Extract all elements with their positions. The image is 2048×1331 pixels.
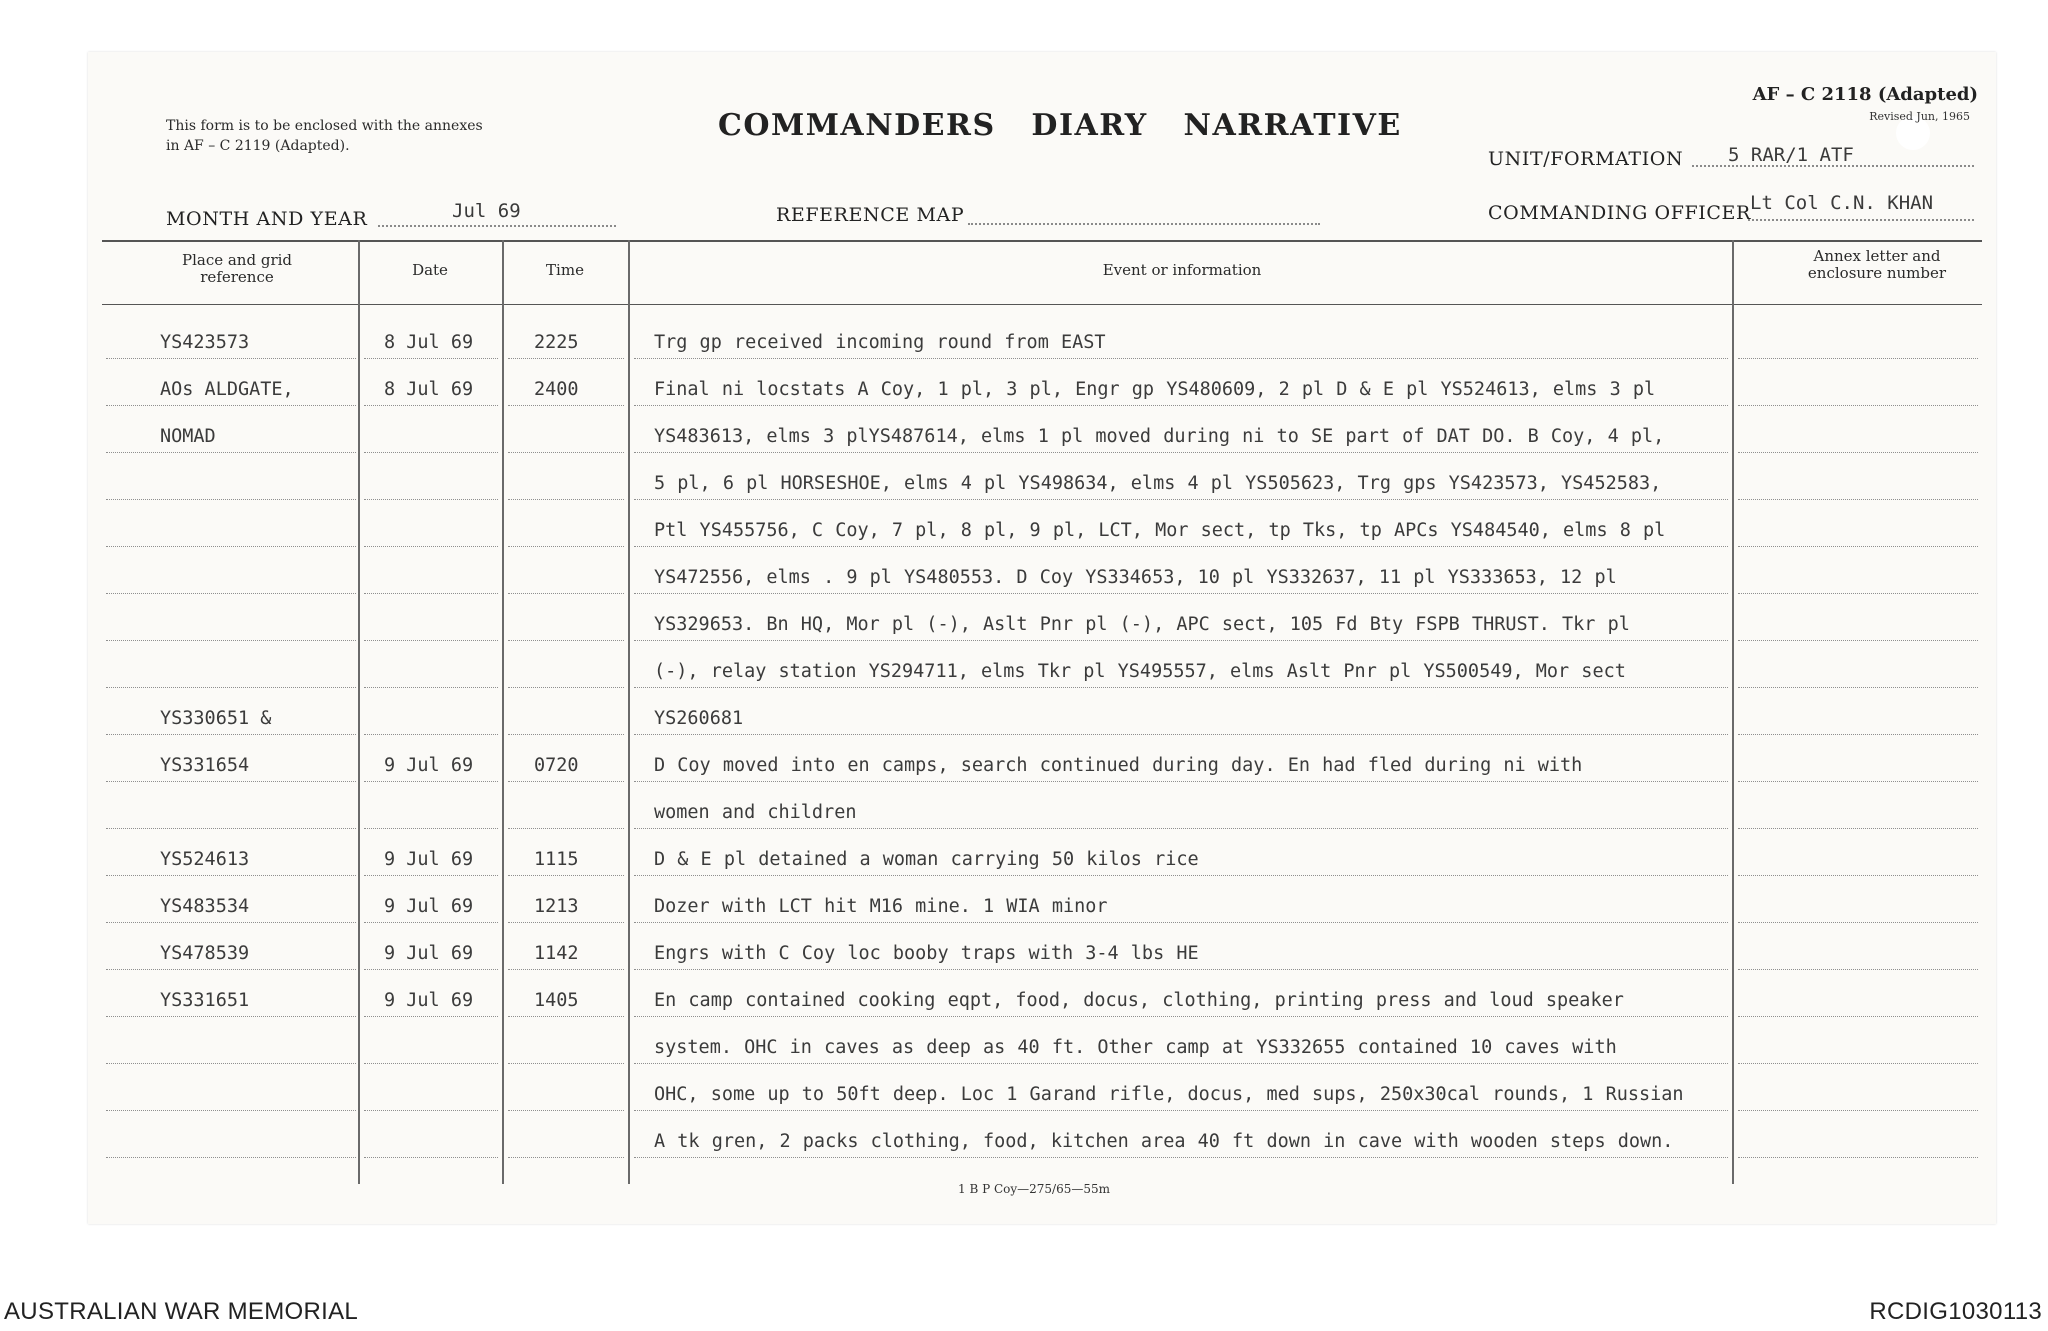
row-rule bbox=[364, 1016, 498, 1017]
row-event: D & E pl detained a woman carrying 50 kilos rice bbox=[654, 849, 1199, 870]
header-annex: Annex letter and enclosure number bbox=[1807, 247, 1947, 282]
archive-record-id: RCDIG1030113 bbox=[1869, 1298, 2042, 1325]
row-rule bbox=[106, 546, 356, 547]
row-rule bbox=[508, 593, 624, 594]
diary-table bbox=[102, 240, 1982, 1188]
row-rule bbox=[634, 828, 1728, 829]
row-rule bbox=[634, 875, 1728, 876]
row-rule bbox=[508, 405, 624, 406]
col-divider-1 bbox=[358, 240, 360, 1184]
unit-formation-label: UNIT/FORMATION bbox=[1488, 148, 1684, 170]
row-place: YS331651 bbox=[160, 990, 250, 1011]
row-rule bbox=[106, 828, 356, 829]
row-rule bbox=[1738, 734, 1978, 735]
row-rule bbox=[1738, 922, 1978, 923]
row-rule bbox=[508, 969, 624, 970]
row-rule bbox=[508, 1063, 624, 1064]
header-place: Place and grid reference bbox=[181, 251, 293, 286]
print-code: 1 B P Coy—275/65—55m bbox=[958, 1182, 1111, 1196]
row-time: 2225 bbox=[534, 332, 579, 353]
row-rule bbox=[634, 405, 1728, 406]
form-enclosure-note: This form is to be enclosed with the annexes in AF – C 2119 (Adapted). bbox=[166, 118, 483, 154]
row-event: YS260681 bbox=[654, 708, 744, 729]
row-rule bbox=[1738, 828, 1978, 829]
row-event: Engrs with C Coy loc booby traps with 3-4 lbs HE bbox=[654, 943, 1199, 964]
row-rule bbox=[634, 593, 1728, 594]
row-rule bbox=[106, 1110, 356, 1111]
row-rule bbox=[508, 640, 624, 641]
row-rule bbox=[106, 593, 356, 594]
reference-map-label: REFERENCE MAP bbox=[776, 204, 965, 226]
row-rule bbox=[634, 1157, 1728, 1158]
row-place: YS331654 bbox=[160, 755, 250, 776]
row-event: Final ni locstats A Coy, 1 pl, 3 pl, Engr gp YS480609, 2 pl D & E pl YS524613, elms 3 pl bbox=[654, 379, 1656, 400]
row-event: En camp contained cooking eqpt, food, docus, clothing, printing press and loud speaker bbox=[654, 990, 1624, 1011]
table-top-rule bbox=[102, 240, 1982, 242]
row-rule bbox=[508, 452, 624, 453]
row-rule bbox=[508, 546, 624, 547]
header-time: Time bbox=[546, 261, 584, 279]
row-rule bbox=[364, 358, 498, 359]
row-rule bbox=[106, 875, 356, 876]
month-year-value: Jul 69 bbox=[452, 200, 521, 222]
row-place: YS330651 & bbox=[160, 708, 272, 729]
row-rule bbox=[1738, 358, 1978, 359]
row-rule bbox=[508, 358, 624, 359]
row-rule bbox=[634, 1063, 1728, 1064]
row-rule bbox=[1738, 593, 1978, 594]
row-event: D Coy moved into en camps, search continued during day. En had fled during ni with bbox=[654, 755, 1583, 776]
row-event: YS483613, elms 3 plYS487614, elms 1 pl moved during ni to SE part of DAT DO. B Coy, 4 pl, bbox=[654, 426, 1665, 447]
row-rule bbox=[508, 922, 624, 923]
row-rule bbox=[508, 781, 624, 782]
row-rule bbox=[508, 875, 624, 876]
row-time: 2400 bbox=[534, 379, 579, 400]
row-place: YS423573 bbox=[160, 332, 250, 353]
row-rule bbox=[106, 405, 356, 406]
row-event: YS472556, elms . 9 pl YS480553. D Coy YS334653, 10 pl YS332637, 11 pl YS333653, 12 pl bbox=[654, 567, 1617, 588]
row-rule bbox=[364, 640, 498, 641]
row-rule bbox=[1738, 452, 1978, 453]
row-time: 1115 bbox=[534, 849, 579, 870]
table-header-rule bbox=[102, 304, 1982, 305]
row-time: 1142 bbox=[534, 943, 579, 964]
row-rule bbox=[1738, 875, 1978, 876]
row-rule bbox=[106, 499, 356, 500]
unit-formation-value: 5 RAR/1 ATF bbox=[1728, 144, 1854, 166]
row-place: YS483534 bbox=[160, 896, 250, 917]
row-rule bbox=[634, 1016, 1728, 1017]
row-rule bbox=[106, 358, 356, 359]
row-rule bbox=[364, 1110, 498, 1111]
row-rule bbox=[364, 499, 498, 500]
row-rule bbox=[1738, 546, 1978, 547]
row-rule bbox=[364, 1063, 498, 1064]
row-date: 8 Jul 69 bbox=[384, 379, 474, 400]
row-rule bbox=[508, 1157, 624, 1158]
row-date: 9 Jul 69 bbox=[384, 849, 474, 870]
row-rule bbox=[106, 969, 356, 970]
row-rule bbox=[634, 922, 1728, 923]
row-rule bbox=[508, 734, 624, 735]
row-rule bbox=[106, 1063, 356, 1064]
row-rule bbox=[364, 781, 498, 782]
row-rule bbox=[106, 1016, 356, 1017]
row-rule bbox=[508, 687, 624, 688]
row-rule bbox=[634, 546, 1728, 547]
row-rule bbox=[634, 781, 1728, 782]
row-rule bbox=[1738, 1157, 1978, 1158]
row-place: AOs ALDGATE, bbox=[160, 379, 294, 400]
row-event: (-), relay station YS294711, elms Tkr pl YS495557, elms Aslt Pnr pl YS500549, Mor sect bbox=[654, 661, 1626, 682]
viewer-top-band bbox=[0, 0, 2048, 44]
row-event: 5 pl, 6 pl HORSESHOE, elms 4 pl YS498634, elms 4 pl YS505623, Trg gps YS423573, YS452583, bbox=[654, 473, 1662, 494]
row-rule bbox=[634, 687, 1728, 688]
row-rule bbox=[364, 734, 498, 735]
row-rule bbox=[106, 734, 356, 735]
row-event: YS329653. Bn HQ, Mor pl (-), Aslt Pnr pl (-), APC sect, 105 Fd Bty FSPB THRUST. Tkr pl bbox=[654, 614, 1630, 635]
header-event: Event or information bbox=[1102, 261, 1262, 279]
commanding-officer-label: COMMANDING OFFICER bbox=[1488, 202, 1751, 224]
col-divider-2 bbox=[502, 240, 504, 1184]
row-rule bbox=[364, 875, 498, 876]
row-rule bbox=[634, 734, 1728, 735]
row-rule bbox=[364, 687, 498, 688]
row-rule bbox=[508, 1110, 624, 1111]
row-rule bbox=[1738, 1110, 1978, 1111]
row-place: YS478539 bbox=[160, 943, 250, 964]
row-event: A tk gren, 2 packs clothing, food, kitchen area 40 ft down in cave with wooden steps down. bbox=[654, 1131, 1674, 1152]
col-divider-3 bbox=[628, 240, 630, 1184]
row-place: NOMAD bbox=[160, 426, 216, 447]
diary-form-sheet bbox=[88, 52, 1996, 1224]
row-rule bbox=[634, 452, 1728, 453]
row-rule bbox=[364, 546, 498, 547]
row-event: Trg gp received incoming round from EAST bbox=[654, 332, 1106, 353]
row-rule bbox=[634, 969, 1728, 970]
row-time: 1213 bbox=[534, 896, 579, 917]
row-date: 9 Jul 69 bbox=[384, 943, 474, 964]
row-rule bbox=[1738, 1063, 1978, 1064]
row-rule bbox=[1738, 1016, 1978, 1017]
row-rule bbox=[634, 499, 1728, 500]
row-date: 9 Jul 69 bbox=[384, 755, 474, 776]
row-time: 0720 bbox=[534, 755, 579, 776]
form-revision: Revised Jun, 1965 bbox=[1869, 110, 1970, 123]
row-rule bbox=[106, 781, 356, 782]
row-rule bbox=[634, 640, 1728, 641]
row-rule bbox=[634, 358, 1728, 359]
row-date: 8 Jul 69 bbox=[384, 332, 474, 353]
row-rule bbox=[364, 828, 498, 829]
commanding-officer-value: Lt Col C.N. KHAN bbox=[1750, 192, 1934, 214]
row-rule bbox=[106, 452, 356, 453]
row-rule bbox=[1738, 969, 1978, 970]
row-event: women and children bbox=[654, 802, 857, 823]
row-event: system. OHC in caves as deep as 40 ft. Other camp at YS332655 contained 10 caves with bbox=[654, 1037, 1617, 1058]
commanding-officer-dots bbox=[1748, 218, 1974, 221]
row-place: YS524613 bbox=[160, 849, 250, 870]
row-event: Dozer with LCT hit M16 mine. 1 WIA minor bbox=[654, 896, 1108, 917]
row-rule bbox=[1738, 405, 1978, 406]
row-rule bbox=[364, 1157, 498, 1158]
row-rule bbox=[364, 922, 498, 923]
row-rule bbox=[106, 1157, 356, 1158]
row-rule bbox=[508, 828, 624, 829]
row-date: 9 Jul 69 bbox=[384, 990, 474, 1011]
month-year-dots bbox=[378, 224, 616, 227]
row-rule bbox=[364, 969, 498, 970]
row-rule bbox=[634, 1110, 1728, 1111]
header-date: Date bbox=[412, 261, 448, 279]
row-time: 1405 bbox=[534, 990, 579, 1011]
row-rule bbox=[106, 687, 356, 688]
form-title: COMMANDERS DIARY NARRATIVE bbox=[718, 108, 1402, 143]
form-code: AF – C 2118 (Adapted) bbox=[1752, 84, 1978, 105]
row-rule bbox=[508, 1016, 624, 1017]
row-rule bbox=[364, 405, 498, 406]
col-divider-4 bbox=[1732, 240, 1734, 1184]
row-rule bbox=[1738, 781, 1978, 782]
archive-source-label: AUSTRALIAN WAR MEMORIAL bbox=[4, 1298, 359, 1325]
row-rule bbox=[508, 499, 624, 500]
row-rule bbox=[106, 922, 356, 923]
row-event: OHC, some up to 50ft deep. Loc 1 Garand rifle, docus, med sups, 250x30cal rounds, 1 Russian bbox=[654, 1084, 1684, 1105]
row-date: 9 Jul 69 bbox=[384, 896, 474, 917]
month-year-label: MONTH AND YEAR bbox=[166, 208, 368, 230]
row-rule bbox=[106, 640, 356, 641]
row-rule bbox=[1738, 687, 1978, 688]
row-rule bbox=[1738, 640, 1978, 641]
reference-map-dots bbox=[968, 222, 1320, 225]
row-event: Ptl YS455756, C Coy, 7 pl, 8 pl, 9 pl, LCT, Mor sect, tp Tks, tp APCs YS484540, elms 8 pl bbox=[654, 520, 1666, 541]
row-rule bbox=[364, 593, 498, 594]
row-rule bbox=[1738, 499, 1978, 500]
row-rule bbox=[364, 452, 498, 453]
